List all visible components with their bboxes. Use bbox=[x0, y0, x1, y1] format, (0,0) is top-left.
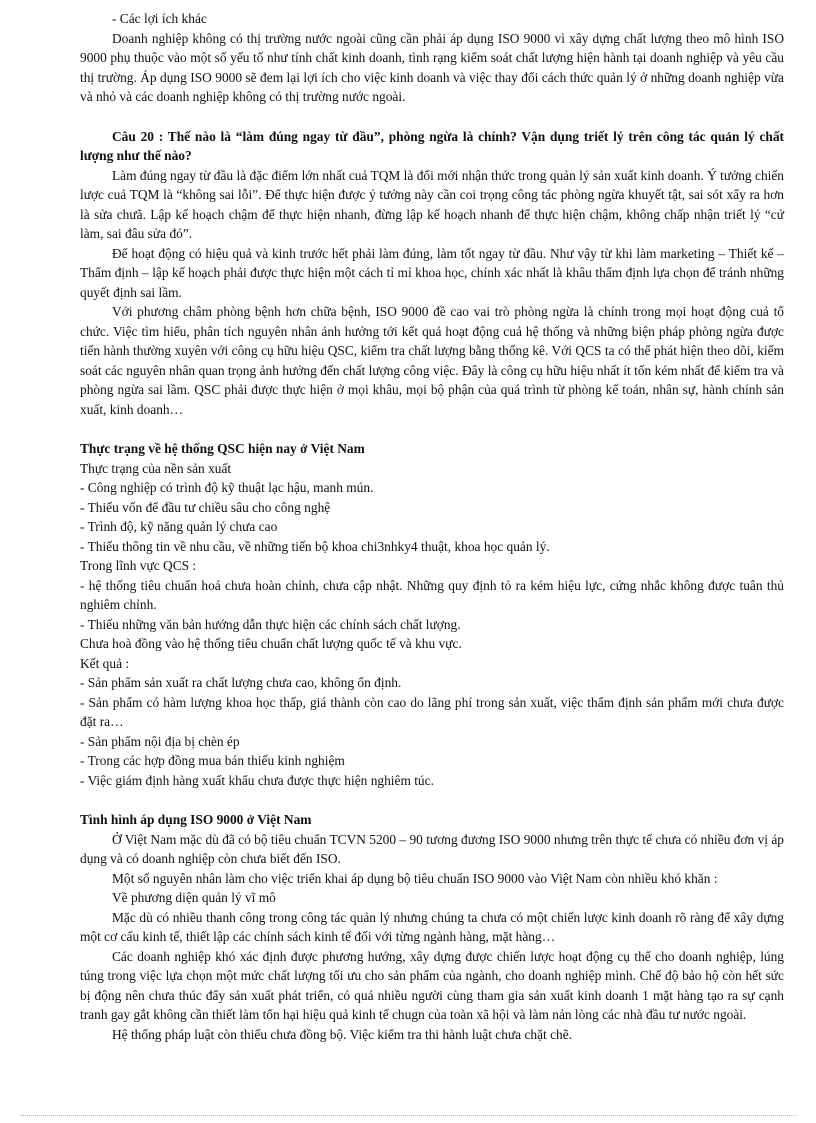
question-heading: Câu 20 : Thế nào là “làm đúng ngay từ đầu”, phòng ngừa là chính? Vận dụng triết lý trên công tác quản lý chất lượng như thế nào? bbox=[80, 128, 784, 163]
subheading: Thực trạng của nền sản xuất bbox=[80, 460, 232, 476]
section-heading: Tình hình áp dụng ISO 9000 ở Việt Nam bbox=[80, 812, 312, 827]
paragraph: Làm đúng ngay từ đầu là đặc điểm lớn nhất cuả TQM là đổi mới nhận thức trong quản lý sản xuất kinh doanh. Ý tưởng chiến lược cuả TQM là “không sai lỗi”. Để thực hiện được ý tưởng này cần coi trọng công tác phòng ngừa khuyết tật, sai sót xẩy ra hơn là sửa chưã. Lập kế hoạch chậm để thực hiện nhanh, đừng lập kế hoạch nhanh để thực hiện chậm, không chấp nhận triết lý “cứ làm, sai đâu sửa đó”. bbox=[80, 167, 784, 241]
subheading: Kết quả : bbox=[80, 655, 130, 671]
paragraph: Để hoạt động có hiệu quả và kinh trước hết phải làm đúng, làm tốt ngay từ đầu. Như vậy từ khi làm marketing – Thiết kế – Thẩm định – lập kế hoạch phải được thực hiện một cách tỉ mỉ khoa học, chính xác nhất là khâu thẩm định lựa chọn để tránh những quyết định sai lầm. bbox=[80, 245, 784, 300]
paragraph: Chưa hoà đồng vào hệ thống tiêu chuẩn chất lượng quốc tế và khu vực. bbox=[80, 636, 462, 651]
list-item: - Công nghiệp có trình độ kỹ thuật lạc hậu, manh mún. bbox=[80, 480, 374, 495]
document-page bbox=[80, 9, 784, 1044]
list-item: - Sản phẩm nội địa bị chèn ép bbox=[80, 733, 240, 749]
paragraph: Các doanh nghiệp khó xác định được phương hướng, xây dựng được chiến lược hoạt động cụ thể cho doanh nghiệp, lúng túng trong việc lựa chọn một mức chất lượng tối ưu cho sản phẩm của ngành, cho doanh nghiệp mình. Chế độ bảo hộ còn hết sức bị động nên chưa thúc đẩy sản xuất phát triển, có quá nhiều người cùng tham gia sản xuất kinh doanh 1 mặt hàng tạo ra sự cạnh tranh gay gắt không cần thiết làm tổn hại hiệu quả kinh tế chugn của toàn xã hội và làm nản lòng các nhà đầu tư nước ngoài. bbox=[80, 948, 784, 1022]
list-item: - Việc giám định hàng xuất khẩu chưa được thực hiện nghiêm túc. bbox=[80, 772, 434, 788]
list-item: - Thiếu những văn bản hướng dẫn thực hiện các chính sách chất lượng. bbox=[80, 616, 461, 632]
list-item: - Trình độ, kỹ năng quản lý chưa cao bbox=[80, 519, 278, 534]
section-heading: Thực trạng về hệ thống QSC hiện nay ở Việt Nam bbox=[80, 441, 365, 456]
list-item: - Các lợi ích khác bbox=[112, 11, 207, 26]
list-item: - Trong các hợp đồng mua bán thiếu kinh nghiệm bbox=[80, 753, 345, 768]
subheading: Trong lĩnh vực QCS : bbox=[80, 558, 197, 573]
paragraph: Mặc dù có nhiều thanh công trong công tác quản lý nhưng chúng ta chưa có một chiến lược kinh doanh rõ ràng để xây dựng một cơ cấu kinh tế, thiết lập các chính sách kinh tế đối với từng ngành hàng, mặt hàng… bbox=[80, 909, 784, 944]
list-item: - Thiếu vốn để đầu tư chiều sâu cho công nghệ bbox=[80, 499, 331, 515]
list-item: - Sản phẩm sản xuất ra chất lượng chưa cao, không ổn định. bbox=[80, 675, 402, 690]
paragraph: Ở Việt Nam mặc dù đã có bộ tiêu chuẩn TCVN 5200 – 90 tương đương ISO 9000 nhưng trên thực tế chưa có nhiều đơn vị áp dụng và có doanh nghiệp còn chưa biết đến ISO. bbox=[80, 831, 784, 866]
list-item: - Sản phẩm có hàm lượng khoa học thấp, giá thành còn cao do lãng phí trong sản xuất, việc thẩm định sản phẩm mới chưa được đặt ra… bbox=[80, 694, 784, 729]
list-item: - Thiếu thông tin về nhu cầu, về những tiến bộ khoa chi3nhky4 thuật, khoa học quản lý. bbox=[80, 538, 550, 554]
paragraph: Hệ thống pháp luật còn thiếu chưa đồng bộ. Việc kiểm tra thi hành luật chưa chặt chẽ. bbox=[112, 1026, 573, 1042]
page-bottom-divider bbox=[20, 1115, 796, 1116]
paragraph: Doanh nghiệp không có thị trường nước ngoài cũng cần phải áp dụng ISO 9000 vì xây dựng chất lượng theo mô hình ISO 9000 phụ thuộc vào một số yếu tố như tính chất kinh doanh, tình rạng kiểm soát chất lượng hiện hành tại doanh nghiệp và yêu cầu thị trường. Áp dụng ISO 9000 sẽ đem lại lợi ích cho việc kinh doanh và việc thay đổi cách thức quản lý ở những doanh nghiệp vừa và nhỏ và các doanh nghiệp không có thị trường nước ngoài. bbox=[80, 30, 784, 104]
list-item: - hệ thống tiêu chuẩn hoá chưa hoàn chỉnh, chưa cập nhật. Những quy định tỏ ra kém hiệu lực, cứng nhắc không được tuân thủ nghiêm chỉnh. bbox=[80, 577, 784, 612]
subheading: Về phương diện quản lý vĩ mô bbox=[112, 890, 276, 905]
paragraph: Một số nguyên nhân làm cho việc triển khai áp dụng bộ tiêu chuẩn ISO 9000 vào Việt Nam còn nhiều khó khăn : bbox=[112, 870, 718, 886]
paragraph: Với phương châm phòng bệnh hơn chữa bệnh, ISO 9000 đề cao vai trò phòng ngừa là chính trong mọi hoạt động cuả tổ chức. Việc tìm hiểu, phân tích nguyên nhân ảnh hưởng tới kết quả hoạt động cuả hệ thống và những biện pháp phòng ngừa được tiến hành thường xuyên với công cụ hữu hiệu QSC, kiểm tra chất lượng bằng thống kê. Với QCS ta có thể phát hiện theo dõi, kiểm soát các nguyên nhân quan trọng ảnh hưởng đến chất lượng công việc. Đây là công cụ hữu hiệu nhất ít tốn kém nhất để kiểm tra và phòng ngừa sai lầm. QSC phải được thực hiện ở mọi khâu, mọi bộ phận của quá trình từ phòng kế toán, nhân sự, hành chính sản xuất, kinh doanh… bbox=[80, 304, 784, 417]
